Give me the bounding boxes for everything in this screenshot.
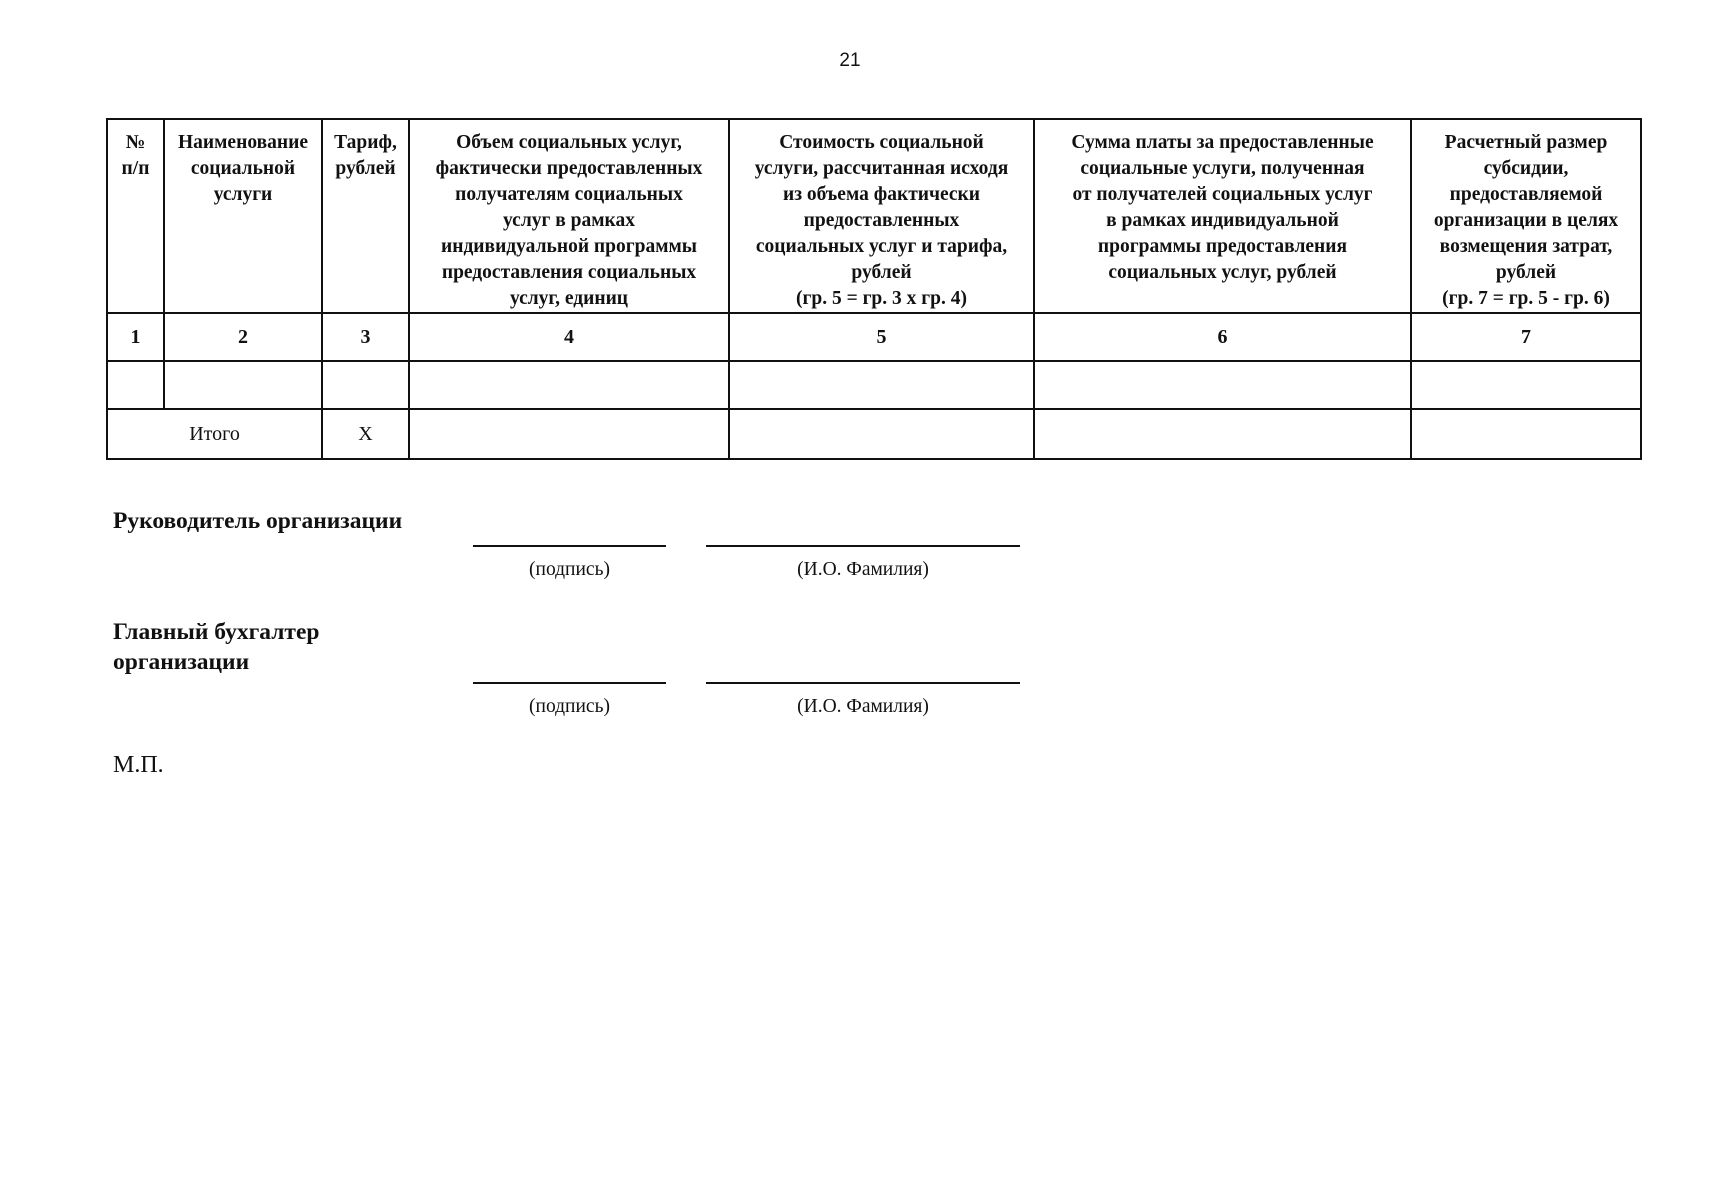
table-cell [409,361,729,409]
chief-accountant-signature-caption: (подпись) [529,696,610,717]
header-cell [1411,119,1641,313]
header-number-label: № п/п [121,132,150,179]
stamp-place-label: М.П. [113,752,164,778]
head-name-caption: (И.О. Фамилия) [797,559,929,580]
header-cell [164,119,322,313]
total-label-cell: Итого [107,409,322,459]
column-number-cell: 6 [1034,313,1411,361]
header-cell [107,119,164,313]
header-tariff-label: Тариф, рублей [334,132,397,179]
header-payment-label: Сумма платы за предоставленные социальные услуги, полученная от получателей социальных услуг в рамках индивидуальной программы предоставления социальных услуг, рублей [1071,132,1374,283]
column-number-cell: 5 [729,313,1034,361]
header-cell [322,119,409,313]
subsidy-calculation-table [106,118,1642,460]
page-number: 21 [839,50,861,71]
head-signature-line [473,545,666,547]
header-cell [409,119,729,313]
total-payment-cell [1034,409,1411,459]
column-number-cell: 7 [1411,313,1641,361]
table-cell [729,361,1034,409]
header-volume-label: Объем социальных услуг, фактически предоставленных получателям социальных услуг в рамках индивидуальной программы предоставления социальных услуг, единиц [435,132,703,309]
chief-accountant-name-caption: (И.О. Фамилия) [797,696,929,717]
table-cell [164,361,322,409]
header-cost-label: Стоимость социальной услуги, рассчитанная исходя из объема фактически предоставленных социальных услуг и тарифа, рублей (гр. 5 = гр. 3 х гр. 4) [754,132,1009,309]
column-number-cell: 1 [107,313,164,361]
chief-accountant-signature-line [473,682,666,684]
chief-accountant-name-line [706,682,1020,684]
table-cell [1411,361,1641,409]
total-tariff-cell: X [322,409,409,459]
header-service-name-label: Наименование социальной услуги [178,132,308,205]
table-cell [1034,361,1411,409]
total-cost-cell [729,409,1034,459]
chief-accountant-signature-label: Главный бухгалтер организации [113,619,320,675]
column-number-cell: 2 [164,313,322,361]
column-number-cell: 3 [322,313,409,361]
head-signature-label: Руководитель организации [113,508,403,534]
head-name-line [706,545,1020,547]
head-signature-caption: (подпись) [529,559,610,580]
table-row [107,361,1641,409]
header-cell [1034,119,1411,313]
table-cell [107,361,164,409]
table-header-row [107,119,1641,313]
table-cell [322,361,409,409]
column-numbers-row [107,313,1641,361]
header-subsidy-label: Расчетный размер субсидии, предоставляемой организации в целях возмещения затрат, рублей (гр. 7 = гр. 5 - гр. 6) [1433,132,1619,309]
column-number-cell: 4 [409,313,729,361]
header-cell [729,119,1034,313]
total-subsidy-cell [1411,409,1641,459]
total-volume-cell [409,409,729,459]
total-row [107,409,1641,459]
